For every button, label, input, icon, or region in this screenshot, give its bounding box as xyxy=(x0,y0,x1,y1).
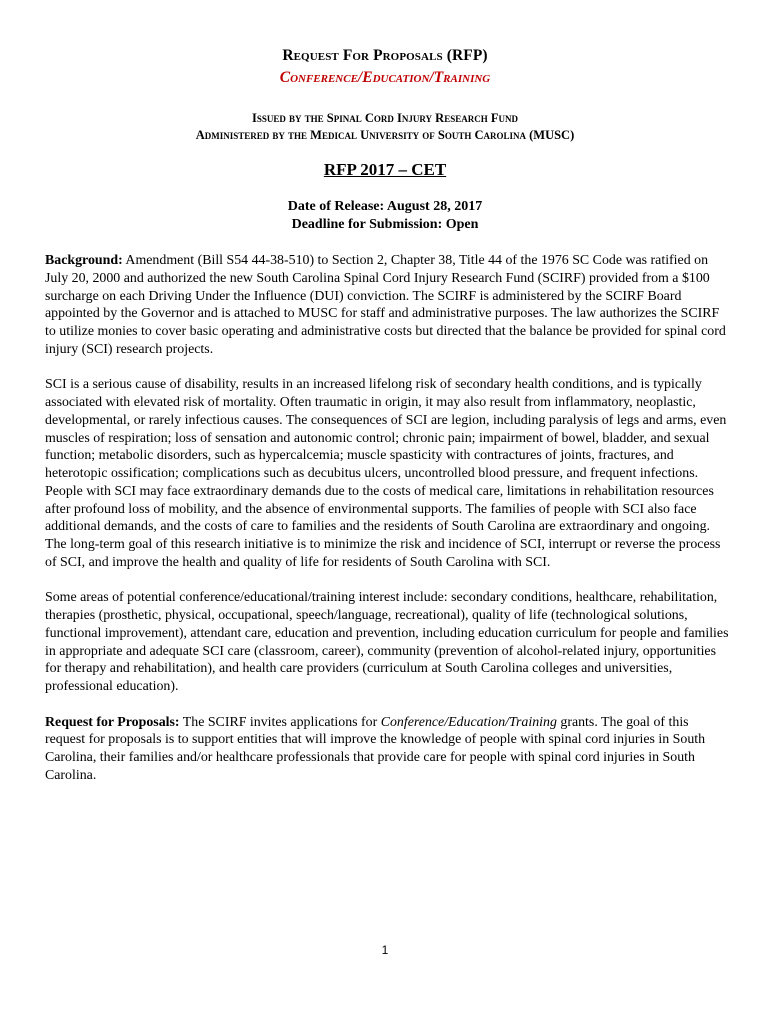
document-subtitle: Conference/Education/Training xyxy=(279,69,491,86)
issued-by-line: Issued by the Spinal Cord Injury Research Fund xyxy=(252,111,518,125)
rfp-number: RFP 2017 – CET xyxy=(323,160,447,179)
document-title: Request For Proposals (RFP) xyxy=(282,47,488,64)
issuer-block xyxy=(0,110,770,144)
request-grant-type: Conference/Education/Training xyxy=(380,714,557,730)
page-number: 1 xyxy=(381,943,389,957)
background-paragraph xyxy=(45,252,730,359)
document-body xyxy=(45,252,730,802)
release-date: Date of Release: August 28, 2017 xyxy=(287,199,483,214)
interest-areas-paragraph: Some areas of potential conference/educational/training interest include: secondary conditions, healthcare, rehabilitation, therapies (prosthetic, physical, occupational, speech/language, recreational), quality of life (technological solutions, functional improvement), attendant care, education and prevention, including education curriculum for people and families in appropriate and adequate SCI care (classroom, career), community (prevention of alcohol-related injury, opportunities for therapy and rehabilitation), and health care providers (curriculum at South Carolina colleges and universities, professional education). xyxy=(45,590,729,694)
sci-paragraph: SCI is a serious cause of disability, results in an increased lifelong risk of secondary health conditions, and is typically associated with elevated risk of mortality. Often traumatic in origin, it may also result from inflammatory, neoplastic, developmental, or rarely infectious causes. The consequences of SCI are legion, including paralysis of legs and arms, even muscles of respiration; loss of sensation and autonomic control; chronic pain; impairment of bowel, bladder, and sexual function; metabolic disorders, such as hypercalcemia; muscle spasticity with contractures of joints, fractures, and heterotopic ossification; complications such as decubitus ulcers, uncontrolled blood pressure, and frequent infections. People with SCI may face extraordinary demands due to the costs of medical care, limitations in rehabilitation resources after profound loss of mobility, and the absence of environmental supports. The families of people with SCI also face additional demands, and the costs of care to families and the residents of South Carolina are extraordinary and ongoing. The long-term goal of this research initiative is to minimize the risk and incidence of SCI, interrupt or reverse the process of SCI, and improve the health and quality of life for residents of South Carolina with SCI. xyxy=(45,377,727,570)
request-text-after: grants. The goal of this request for proposals is to support entities that will improve the knowledge of people with spinal cord injuries in South Carolina, their families and/or healthcare professionals that provide care for people with spinal cord injuries in South Carolina. xyxy=(45,714,706,783)
dates-block xyxy=(0,198,770,233)
administered-by-line: Administered by the Medical University of South Carolina (MUSC) xyxy=(195,128,575,142)
request-text-before: The SCIRF invites applications for xyxy=(179,714,381,730)
request-paragraph xyxy=(45,714,730,785)
background-text: Amendment (Bill S54 44-38-510) to Section 2, Chapter 38, Title 44 of the 1976 SC Code was ratified on July 20, 2000 and authorized the new South Carolina Spinal Cord Injury Research Fund (SCIRF) provided from a $100 surcharge on each Driving Under the Influence (DUI) conviction. The SCIRF is administered by the SCIRF Board appointed by the Governor and is attached to MUSC for staff and administrative purposes. The law authorizes the SCIRF to utilize monies to cover basic operating and administrative costs but directed that the balance be provided for spinal cord injury (SCI) research projects. xyxy=(45,253,726,357)
background-label: Background: xyxy=(45,253,123,268)
request-label: Request for Proposals: xyxy=(45,714,180,730)
submission-deadline: Deadline for Submission: Open xyxy=(291,216,479,232)
